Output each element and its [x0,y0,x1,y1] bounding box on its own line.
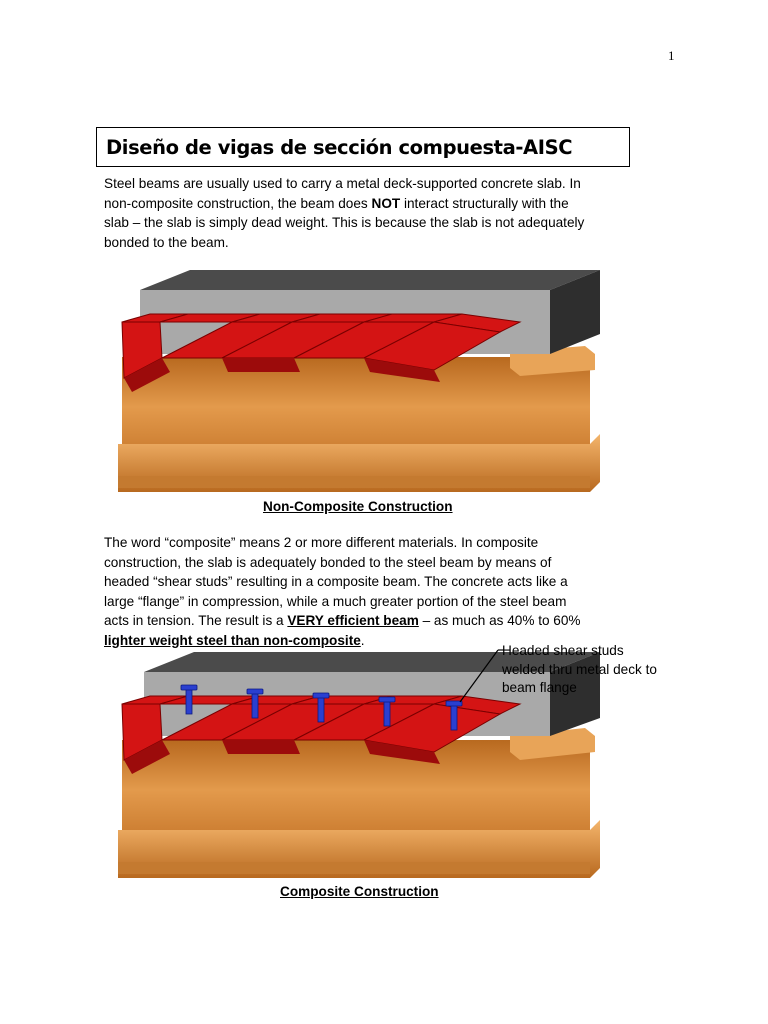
text-line: welded thru metal deck to [502,661,657,677]
text-line: headed “shear studs” resulting in a composite beam. The concrete acts like a [104,574,568,589]
text-span: – as much as 40% to 60% [418,613,581,628]
shear-stud [451,704,457,730]
text-line: construction, the slab is adequately bonded to the steel beam by means of [104,554,552,570]
text-line: Steel beams are usually used to carry a metal deck-supported concrete slab. In [104,176,581,191]
shear-stud [318,696,324,722]
figure1-caption: Non-Composite Construction [263,499,453,514]
text-line: Headed shear studs [502,643,624,658]
figure2-caption: Composite Construction [280,884,439,899]
emphasis-very-efficient: VERY efficient beam [287,613,419,628]
text-line [104,611,644,631]
text-line: The word “composite” means 2 or more different materials. In composite [104,535,539,550]
shear-stud [384,700,390,726]
slab-top [140,270,600,290]
emphasis-not: NOT [371,195,401,211]
text-line: bonded to the beam. [104,234,229,250]
page-title: Diseño de vigas de sección compuesta-AISC [106,136,573,159]
shear-studs-callout [502,642,657,698]
text-line: beam flange [502,680,577,695]
page-number: 1 [668,48,675,63]
shear-stud [252,692,258,718]
text-line: large “flange” in compression, while a much greater portion of the steel beam [104,593,567,609]
intro-paragraph [104,174,644,252]
text-span: . [360,632,365,648]
text-span: acts in tension. The result is a [104,613,288,628]
title-box [96,127,630,167]
shear-stud [186,688,192,714]
text-line: slab – the slab is simply dead weight. This is because the slab is not adequately [104,215,585,230]
emphasis-lighter-weight: lighter weight steel than non-composite [104,632,361,648]
composite-paragraph [104,533,644,650]
text-span: interact structurally with the [400,195,569,211]
non-composite-figure [110,262,610,494]
text-line [104,194,644,214]
text-span: non-composite construction, the beam does [104,195,372,211]
